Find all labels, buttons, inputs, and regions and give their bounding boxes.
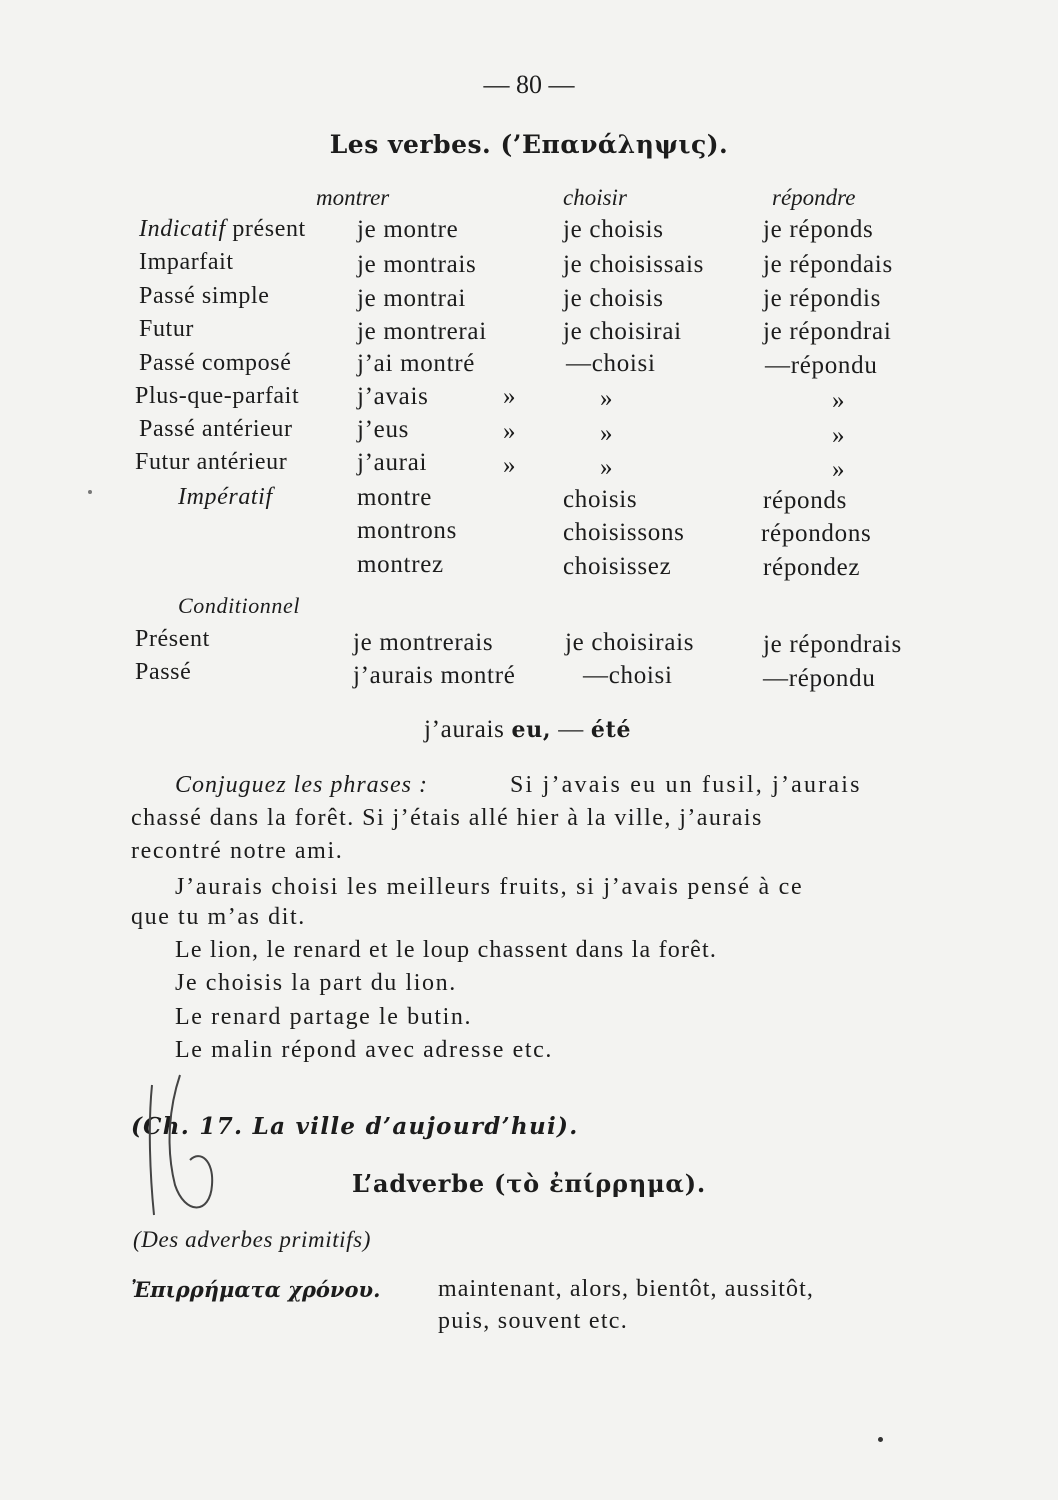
tense-label: Présent [135,626,210,652]
table-cell: je répondis [763,285,882,312]
exercise-line: Le lion, le renard et le loup chassent dans la forêt. [175,937,718,963]
table-cell: j’ai montré [357,350,476,377]
table-cell: montre [357,484,433,511]
ditto-mark: » [832,456,846,483]
column-heading-repondre: répondre [772,185,856,210]
table-cell: je montrerai [357,318,487,345]
table-cell: choisissez [563,553,672,580]
exercise-label: Conjuguez les phrases : [175,772,428,798]
ditto-mark: » [503,452,517,479]
exercise-line: Le malin répond avec adresse etc. [175,1037,553,1063]
table-cell: choisissons [563,519,685,546]
greek-label: Ἐπιρρήματα χρόνου. [131,1277,381,1302]
pencil-scribble-icon [140,1065,230,1225]
speck-mark [88,490,92,494]
table-cell: répondons [761,520,872,547]
tense-name: présent [225,216,306,242]
aurais-text: j’aurais [424,716,512,743]
ditto-mark: » [832,387,846,414]
chapter-heading: (Ch. 17. La ville d’aujourd’hui). [131,1113,579,1140]
adverb-list-line: puis, souvent etc. [438,1308,629,1334]
table-cell: —choisi [583,662,673,689]
dash-text: — [551,716,591,743]
tense-label: Futur antérieur [135,449,288,475]
table-cell: —répondu [765,352,878,379]
mood-label: Conditionnel [178,593,301,618]
adverb-list-line: maintenant, alors, bientôt, aussitôt, [438,1276,814,1302]
tense-label: Plus-que-parfait [135,383,300,409]
ditto-mark: » [503,418,517,445]
ditto-mark: » [600,420,614,447]
table-cell: je choisissais [563,251,705,278]
table-cell: j’aurais montré [353,662,516,689]
adverb-title: L’adverbe (τὸ ἐπίρρημα). [351,1169,707,1198]
column-heading-choisir: choisir [563,185,627,210]
table-cell: je montrai [357,285,467,312]
exercise-line: chassé dans la forêt. Si j’étais allé hier à la ville, j’aurais [131,805,763,831]
ete-text: été [590,717,632,743]
table-cell: je montre [357,216,459,243]
column-heading-montrer: montrer [316,185,390,210]
table-cell: j’avais [357,383,429,410]
tense-label: Passé antérieur [139,416,293,442]
table-cell: j’aurai [357,449,428,476]
speck-mark [878,1437,883,1442]
table-cell: je montrais [357,251,477,278]
ditto-mark: » [600,385,614,412]
section-title: Les verbes. (’Επανάληψις). [329,130,729,159]
tense-label: Passé composé [139,350,292,376]
table-cell: je réponds [763,216,874,243]
table-cell: j’eus [357,416,410,443]
exercise-line: Le renard partage le butin. [175,1004,473,1030]
exercise-line: recontré notre ami. [131,838,344,864]
table-cell: je choisis [563,216,664,243]
table-cell: je choisirai [563,318,682,345]
exercise-line: que tu m’as dit. [131,904,306,930]
aurais-eu-ete-line [424,716,631,744]
table-cell: je choisirais [565,629,695,656]
ditto-mark: » [832,422,846,449]
table-cell: montrez [357,551,444,578]
ditto-mark: » [600,454,614,481]
eu-text: eu, [511,717,552,743]
table-cell: je choisis [563,285,664,312]
ditto-mark: » [503,383,517,410]
exercise-line: Je choisis la part du lion. [175,970,457,996]
table-cell: je répondrais [763,631,902,658]
table-cell: je répondais [763,251,893,278]
table-cell: —choisi [566,350,656,377]
tense-label [139,216,306,243]
mood-label: Indicatif [139,216,226,242]
table-cell: répondez [763,554,861,581]
tense-label: Passé simple [139,283,270,309]
exercise-line: Si j’avais eu un fusil, j’aurais [510,772,862,798]
page-number: — 80 — [483,70,575,99]
exercise-line: J’aurais choisi les meilleurs fruits, si j’avais pensé à ce [175,874,804,900]
table-cell: réponds [763,487,848,514]
table-cell: je montrerais [353,629,494,656]
tense-label: Futur [139,316,195,342]
table-cell: montrons [357,517,458,544]
tense-label: Imparfait [139,249,234,275]
table-cell: choisis [563,486,638,513]
subtitle: (Des adverbes primitifs) [133,1227,371,1252]
table-cell: —répondu [763,665,876,692]
tense-label: Passé [135,659,192,685]
table-cell: je répondrai [763,318,892,345]
mood-label: Impératif [178,484,273,510]
